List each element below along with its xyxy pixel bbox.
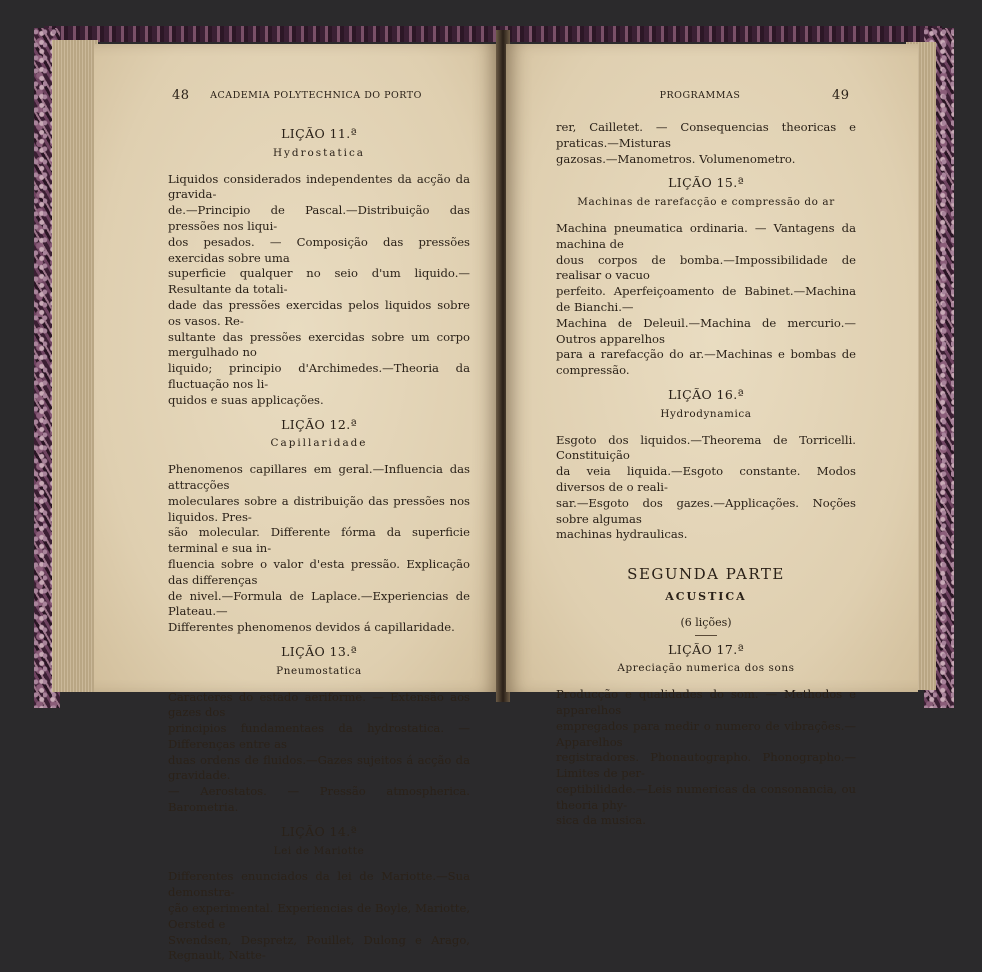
text-line: Machina de Deleuil.—Machina de mercurio.—Outros apparelhos: [556, 315, 856, 346]
paragraph: [556, 221, 856, 379]
paragraph: [168, 172, 470, 409]
right-running-title: PROGRAMMAS: [659, 90, 741, 101]
text-line: sar.—Esgoto dos gazes.—Applicações. Noções sobre algumas: [556, 495, 856, 526]
right-page-body: [556, 120, 856, 837]
short-rule: [695, 635, 717, 636]
right-page-number: 49: [832, 88, 850, 103]
right-page: [506, 44, 918, 828]
lesson-number: LIÇÃO 13.ª: [281, 643, 357, 659]
paragraph: [168, 462, 470, 636]
lesson-heading: Capillaridade: [270, 437, 368, 450]
text-line: sica da musica.: [556, 813, 646, 828]
text-line: Caracteres do estado aeriforme. — Extensão aos gazes dos: [168, 689, 470, 720]
text-line: Differentes enunciados da lei de Mariotte.—Sua demonstra-: [168, 869, 470, 900]
text-line: para a rarefacção do ar.—Machinas e bombas de compressão.: [556, 347, 856, 378]
text-line: liquido; principio d'Archimedes.—Theoria da fluctuação nos li-: [168, 361, 470, 391]
lesson-heading: Hydrodynamica: [660, 407, 752, 420]
text-line: fluencia sobre o valor d'esta pressão. Explicação das differenças: [168, 556, 470, 587]
text-line: rer, Cailletet. — Consequencias theoricas e praticas.—Misturas: [556, 120, 856, 150]
text-line: duas ordens de fluidos.—Gazes sujeitos á acção da gravidade.: [168, 752, 470, 783]
left-page: [94, 44, 498, 963]
lesson-number: LIÇÃO 15.ª: [668, 175, 744, 191]
text-line: moleculares sobre a distribuição das pressões nos liquidos. Pres-: [168, 493, 470, 524]
left-page-number: 48: [172, 88, 190, 103]
page-edges-left: [52, 40, 98, 692]
lesson-number: LIÇÃO 12.ª: [281, 416, 357, 432]
paragraph: [556, 687, 856, 829]
text-line: Producção e qualidades do som. — Methodos e apparelhos: [556, 687, 856, 717]
lesson-heading: Pneumostatica: [276, 664, 362, 677]
text-line: principios fundamentaes da hydrostatica. — Differenças entre as: [168, 721, 470, 751]
left-page-body: [168, 120, 470, 972]
part-subtitle: ACUSTICA: [665, 589, 747, 603]
paragraph: [556, 120, 856, 167]
text-line: de nivel.—Formula de Laplace.—Experiencias de Plateau.—: [168, 588, 470, 619]
text-line: de.—Principio de Pascal.—Distribuição das pressões nos liqui-: [168, 203, 470, 233]
left-running-head: [94, 90, 498, 106]
right-running-head: [506, 90, 918, 106]
lesson-number: LIÇÃO 14.ª: [281, 823, 357, 839]
text-line: dos pesados. — Composição das pressões exercidas sobre uma: [168, 234, 470, 265]
text-line: Phenomenos capillares em geral.—Influencia das attracções: [168, 462, 470, 492]
paragraph: [556, 433, 856, 544]
text-line: Machina pneumatica ordinaria. — Vantagens da machina de: [556, 220, 856, 251]
text-line: ceptibilidade.—Leis numericas da consonancia, ou theoria phy-: [556, 781, 856, 812]
text-line: Swendsen, Despretz, Pouillet, Dulong e Arago, Regnault, Natte-: [168, 932, 470, 963]
text-line: sultante das pressões exercidas sobre um corpo mergulhado no: [168, 329, 470, 360]
text-line: registradores. Phonautographo. Phonographo.—Limites de per-: [556, 750, 856, 781]
text-line: Liquidos considerados independentes da acção da gravida-: [168, 171, 470, 202]
text-line: quidos e suas applicações.: [168, 392, 324, 407]
text-line: perfeito. Aperfeiçoamento de Babinet.—Machina de Bianchi.—: [556, 284, 856, 314]
text-line: Differentes phenomenos devidos á capillaridade.: [168, 620, 455, 635]
part-lesson-count: (6 lições): [680, 615, 732, 629]
text-line: dous corpos de bomba.—Impossibilidade de realisar o vacuo: [556, 252, 856, 283]
paragraph: [168, 869, 470, 964]
text-line: são molecular. Differente fórma da superficie terminal e sua in-: [168, 525, 470, 556]
text-line: gazosas.—Manometros. Volumenometro.: [556, 151, 796, 166]
text-line: ção experimental. Experiencias de Boyle, Mariotte, Oersted e: [168, 901, 470, 931]
cover-top-band: [44, 26, 942, 42]
paragraph: [168, 690, 470, 816]
lesson-number: LIÇÃO 16.ª: [668, 386, 744, 402]
lesson-number: LIÇÃO 11.ª: [281, 126, 357, 141]
text-line: Esgoto dos liquidos.—Theorema de Torricelli. Constituição: [556, 432, 856, 463]
lesson-number: LIÇÃO 17.ª: [668, 641, 744, 657]
lesson-heading: Hydrostatica: [272, 146, 366, 159]
left-running-title: ACADEMIA POLYTECHNICA DO PORTO: [210, 90, 422, 101]
part-title: SEGUNDA PARTE: [627, 565, 785, 584]
text-line: empregados para medir o numero de vibrações.—Apparelhos: [556, 718, 856, 749]
text-line: dade das pressões exercidas pelos liquidos sobre os vasos. Re-: [168, 297, 470, 328]
text-line: da veia liquida.—Esgoto constante. Modos diversos de o reali-: [556, 464, 856, 494]
lesson-heading: Machinas de rarefacção e compressão do ar: [577, 196, 835, 209]
text-line: machinas hydraulicas.: [556, 527, 688, 542]
lesson-heading: Lei de Mariotte: [273, 844, 365, 857]
text-line: superficie qualquer no seio d'um liquido.—Resultante da totali-: [168, 266, 470, 297]
lesson-heading: Apreciação numerica dos sons: [617, 662, 795, 675]
text-line: — Aerostatos. — Pressão atmospherica. Barometria.: [168, 784, 470, 815]
